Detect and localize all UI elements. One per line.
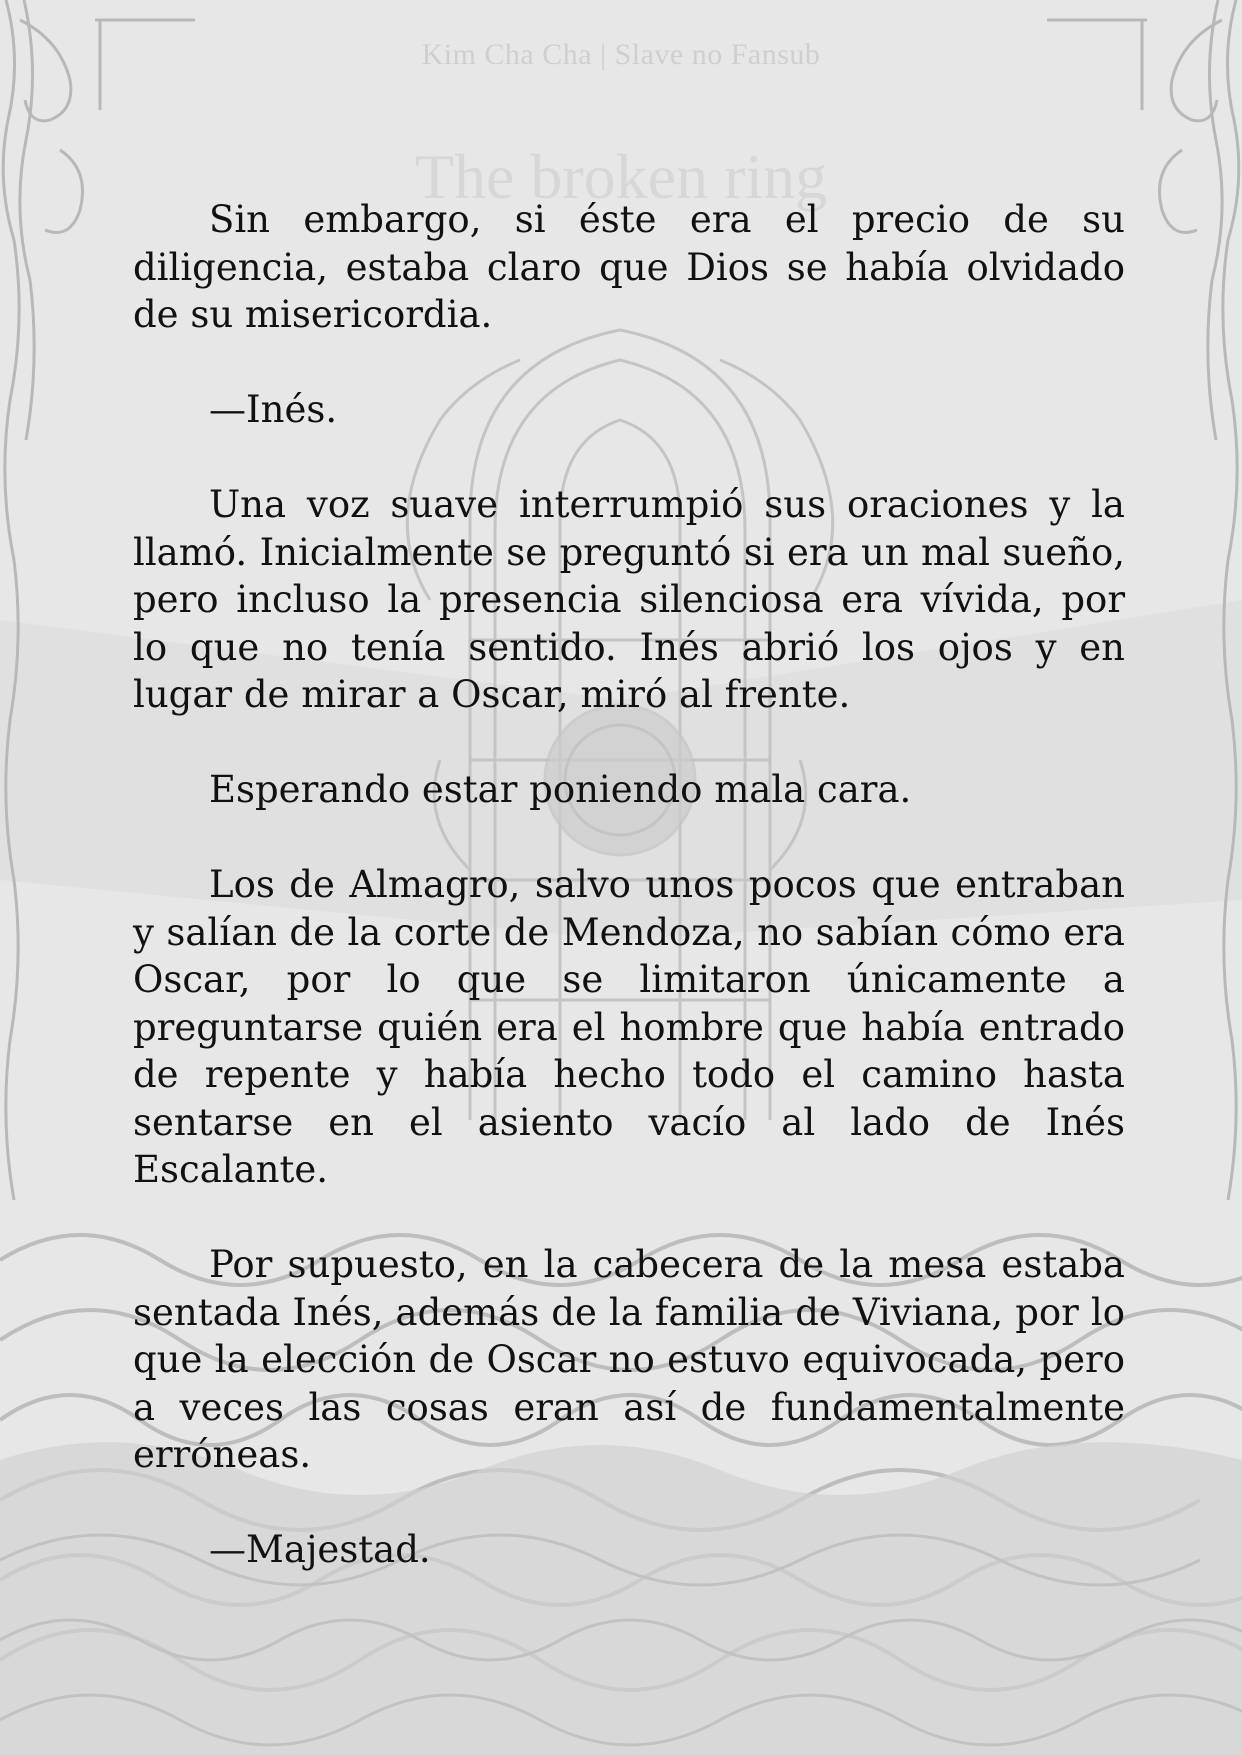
paragraph: Una voz suave interrumpió sus oraciones y la llamó. Inicialmente se preguntó si era un mal sueño, pero incluso la presencia silenciosa era vívida, por lo que no tenía sentido. Inés abrió los ojos y en lugar de mirar a Oscar, miró al frente. [133, 483, 1125, 716]
watermark-title: The broken ring [414, 141, 828, 212]
document-text [133, 196, 1125, 1574]
paragraph: Sin embargo, si éste era el precio de su diligencia, estaba claro que Dios se había olvidado de su misericordia. [133, 198, 1125, 336]
paragraph: —Inés. [209, 388, 338, 431]
header-credit: Kim Cha Cha | Slave no Fansub [421, 38, 821, 71]
paragraph: Esperando estar poniendo mala cara. [209, 768, 912, 811]
paragraph: Por supuesto, en la cabecera de la mesa estaba sentada Inés, además de la familia de Viviana, por lo que la elección de Oscar no estuvo equivocada, pero a veces las cosas eran así de fundamentalmente erróneas. [133, 1243, 1125, 1476]
paragraph: Los de Almagro, salvo unos pocos que entraban y salían de la corte de Mendoza, no sabían cómo era Oscar, por lo que se limitaron únicamente a preguntarse quién era el hombre que había entrado de repente y había hecho todo el camino hasta sentarse en el asiento vacío al lado de Inés Escalante. [133, 863, 1125, 1191]
paragraph: —Majestad. [209, 1528, 431, 1571]
